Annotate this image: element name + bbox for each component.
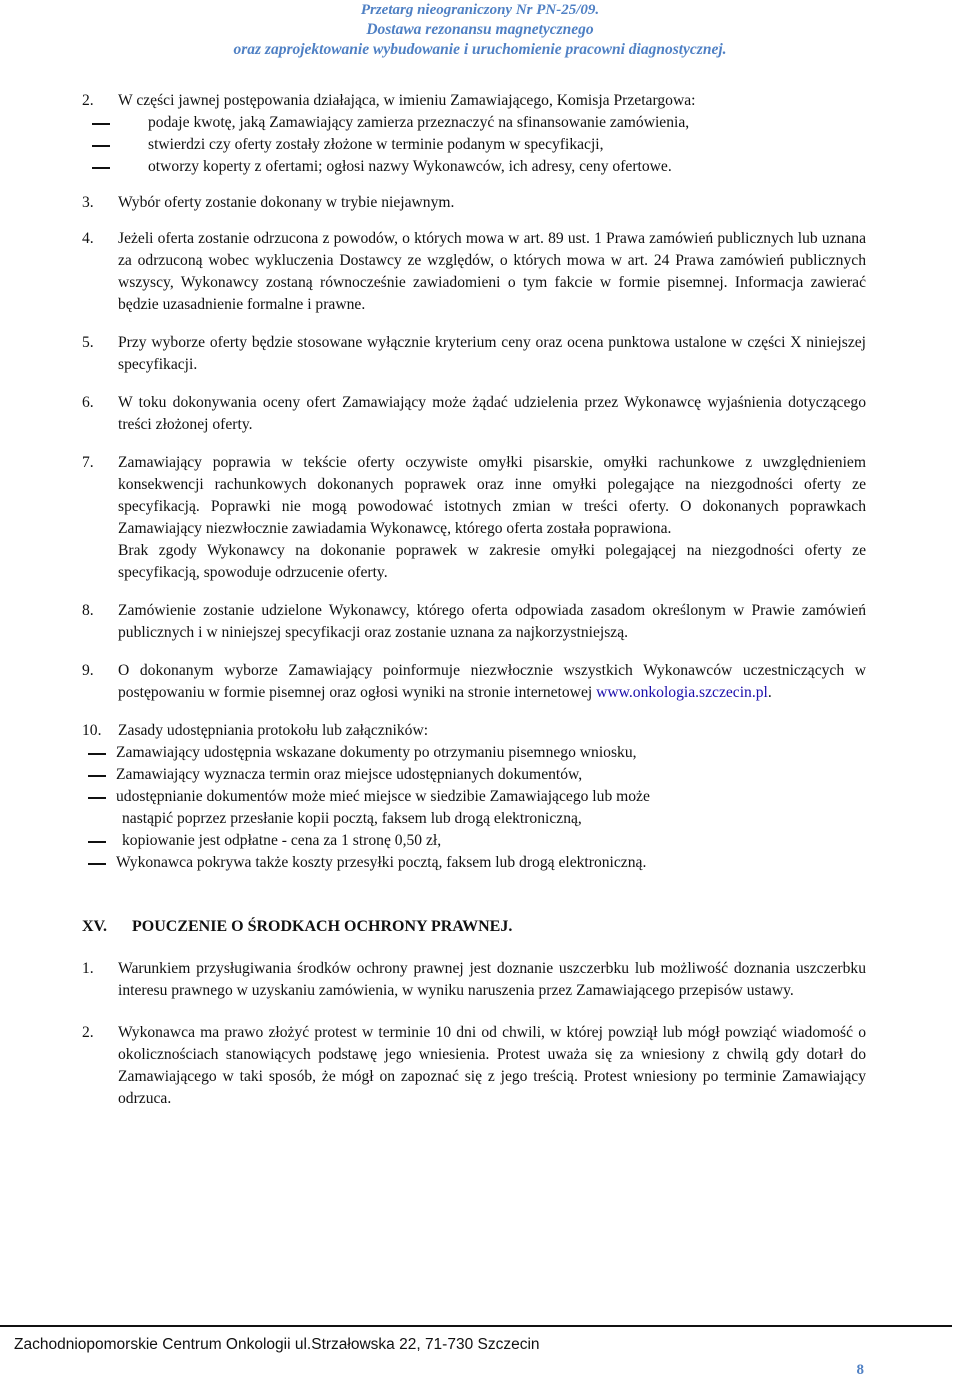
list-bullet: Wykonawca pokrywa także koszty przesyłki pocztą, faksem lub drogą elektroniczną. xyxy=(82,852,866,874)
item-text: W części jawnej postępowania działająca, w imieniu Zamawiającego, Komisja Przetargowa: xyxy=(118,92,696,109)
header-line-3: oraz zaprojektowanie wybudowanie i uruchomienie pracowni diagnostycznej. xyxy=(233,41,727,58)
list-item-5 xyxy=(82,332,866,376)
item-text: Przy wyborze oferty będzie stosowane wyłącznie kryterium ceny oraz ocena punktowa ustalone w części X niniejszej specyfikacji. xyxy=(118,334,866,373)
list-bullet: stwierdzi czy oferty zostały złożone w terminie podanym w specyfikacji, xyxy=(84,134,866,156)
list-bullet-text: kopiowanie jest odpłatne - cena za 1 stronę 0,50 zł, xyxy=(122,832,442,849)
list-bullet: otworzy koperty z ofertami; ogłosi nazwy Wykonawców, ich adresy, ceny ofertowe. xyxy=(84,156,866,178)
list-bullet: Zamawiający udostępnia wskazane dokumenty po otrzymaniu pisemnego wniosku, xyxy=(82,742,866,764)
item-number: 2. xyxy=(82,92,94,109)
page-number: 8 xyxy=(856,1362,864,1378)
item-text: Zamówienie zostanie udzielone Wykonawcy, którego oferta odpowiada zasadom określonym w Prawie zamówień publicznych i w niniejszej specyfikacji oraz zostanie uznana za najkorzystniejszą. xyxy=(118,602,866,641)
footer-divider xyxy=(0,1325,952,1327)
item-number: 6. xyxy=(82,394,94,411)
item-text: O dokonanym wyborze Zamawiający poinformuje niezwłocznie wszystkich Wykonawców uczestniczących w postępowaniu w formie pisemnej oraz ogłosi wyniki na stronie internetowej xyxy=(118,662,866,701)
section-item-1 xyxy=(82,958,866,1002)
list-item-4 xyxy=(82,228,866,316)
website-link[interactable]: www.onkologia.szczecin.pl xyxy=(596,684,768,701)
item-number: 7. xyxy=(82,454,94,471)
list-bullet-text: udostępnianie dokumentów może mieć miejsce w siedzibie Zamawiającego lub może xyxy=(116,788,650,805)
list-bullet-continuation xyxy=(82,808,866,830)
item-text: Warunkiem przysługiwania środków ochrony prawnej jest doznanie uszczerbku lub możliwość doznania uszczerbku interesu prawnego w uzyskaniu zamówienia, w wyniku naruszenia przez Zamawiającego przepisów ustawy. xyxy=(118,960,866,999)
list-bullet xyxy=(82,830,866,852)
section-item-2 xyxy=(82,1022,866,1110)
item-text: Zasady udostępniania protokołu lub załączników: xyxy=(118,722,429,739)
item-text: Wybór oferty zostanie dokonany w trybie niejawnym. xyxy=(118,194,455,211)
list-item-10 xyxy=(82,720,866,874)
list-bullet: podaje kwotę, jaką Zamawiający zamierza przeznaczyć na sfinansowanie zamówienia, xyxy=(84,112,866,134)
section-number: XV. xyxy=(82,918,108,935)
dash-list xyxy=(118,112,866,178)
item-text: Zamawiający poprawia w tekście oferty oczywiste omyłki pisarskie, omyłki rachunkowe z uwzględnieniem konsekwencji rachunkowych dokonanych poprawek oraz inne omyłki polegające na niezgodności oferty ze specyfikacją. Poprawki nie mogą powodować istotnych zmian w treści oferty. O dokonanych poprawkach Zamawiający niezwłocznie zawiadamia Wykonawcę, którego oferta została poprawiona. xyxy=(118,454,866,537)
document-header xyxy=(0,0,960,60)
item-text-continued: Brak zgody Wykonawcy na dokonanie poprawek w zakresie omyłki polegającej na niezgodności oferty ze specyfikacją, spowoduje odrzucenie oferty. xyxy=(118,542,866,581)
dash-list xyxy=(82,742,866,874)
list-item-7 xyxy=(82,452,866,584)
document-body xyxy=(82,90,866,1110)
item-number: 5. xyxy=(82,334,94,351)
item-text: Jeżeli oferta zostanie odrzucona z powodów, o których mowa w art. 89 ust. 1 Prawa zamówień publicznych lub uznana za odrzuconą wobec wykluczenia Dostawcy ze względów, o których mowa w art. 24 Prawa zamówień publicznych wszyscy, Wykonawcy zostaną równocześnie zawiadomieni o tym fakcie w formie pisemnej. Informacja zawierać będzie uzasadnienie formalne i prawne. xyxy=(118,230,866,313)
header-line-1: Przetarg nieograniczony Nr PN-25/09. xyxy=(360,2,600,18)
list-item-3 xyxy=(82,192,866,214)
section-heading xyxy=(82,916,866,938)
list-bullet xyxy=(82,786,866,808)
footer-address: Zachodniopomorskie Centrum Onkologii ul.Strzałowska 22, 71-730 Szczecin xyxy=(14,1336,540,1353)
item-text-end: . xyxy=(767,684,772,701)
item-number: 10. xyxy=(82,722,102,739)
list-bullet-text: nastąpić poprzez przesłanie kopii pocztą, faksem lub drogą elektroniczną, xyxy=(122,810,582,827)
item-number: 1. xyxy=(82,960,94,977)
item-text: W toku dokonywania oceny ofert Zamawiający może żądać udzielenia przez Wykonawcę wyjaśnienia dotyczącego treści złożonej oferty. xyxy=(118,394,866,433)
item-number: 3. xyxy=(82,194,94,211)
list-item-8 xyxy=(82,600,866,644)
item-text: Wykonawca ma prawo złożyć protest w terminie 10 dni od chwili, w której powziął lub mógł powziąć wiadomość o okolicznościach stanowiących podstawę jego wniesienia. Protest uważa się za wniesiony z chwilą gdy dotarł do Zamawiającego w taki sposób, że mógł on zapoznać się z jego treścią. Protest wniesiony po terminie Zamawiający odrzuca. xyxy=(118,1024,866,1107)
header-line-2: Dostawa rezonansu magnetycznego xyxy=(366,21,594,38)
list-item-6 xyxy=(82,392,866,436)
list-bullet: Zamawiający wyznacza termin oraz miejsce udostępnianych dokumentów, xyxy=(82,764,866,786)
list-item-9 xyxy=(82,660,866,704)
item-number: 2. xyxy=(82,1024,94,1041)
section-title: POUCZENIE O ŚRODKACH OCHRONY PRAWNEJ. xyxy=(132,918,513,935)
item-number: 9. xyxy=(82,662,94,679)
item-number: 8. xyxy=(82,602,94,619)
list-item-2 xyxy=(82,90,866,178)
item-number: 4. xyxy=(82,230,94,247)
